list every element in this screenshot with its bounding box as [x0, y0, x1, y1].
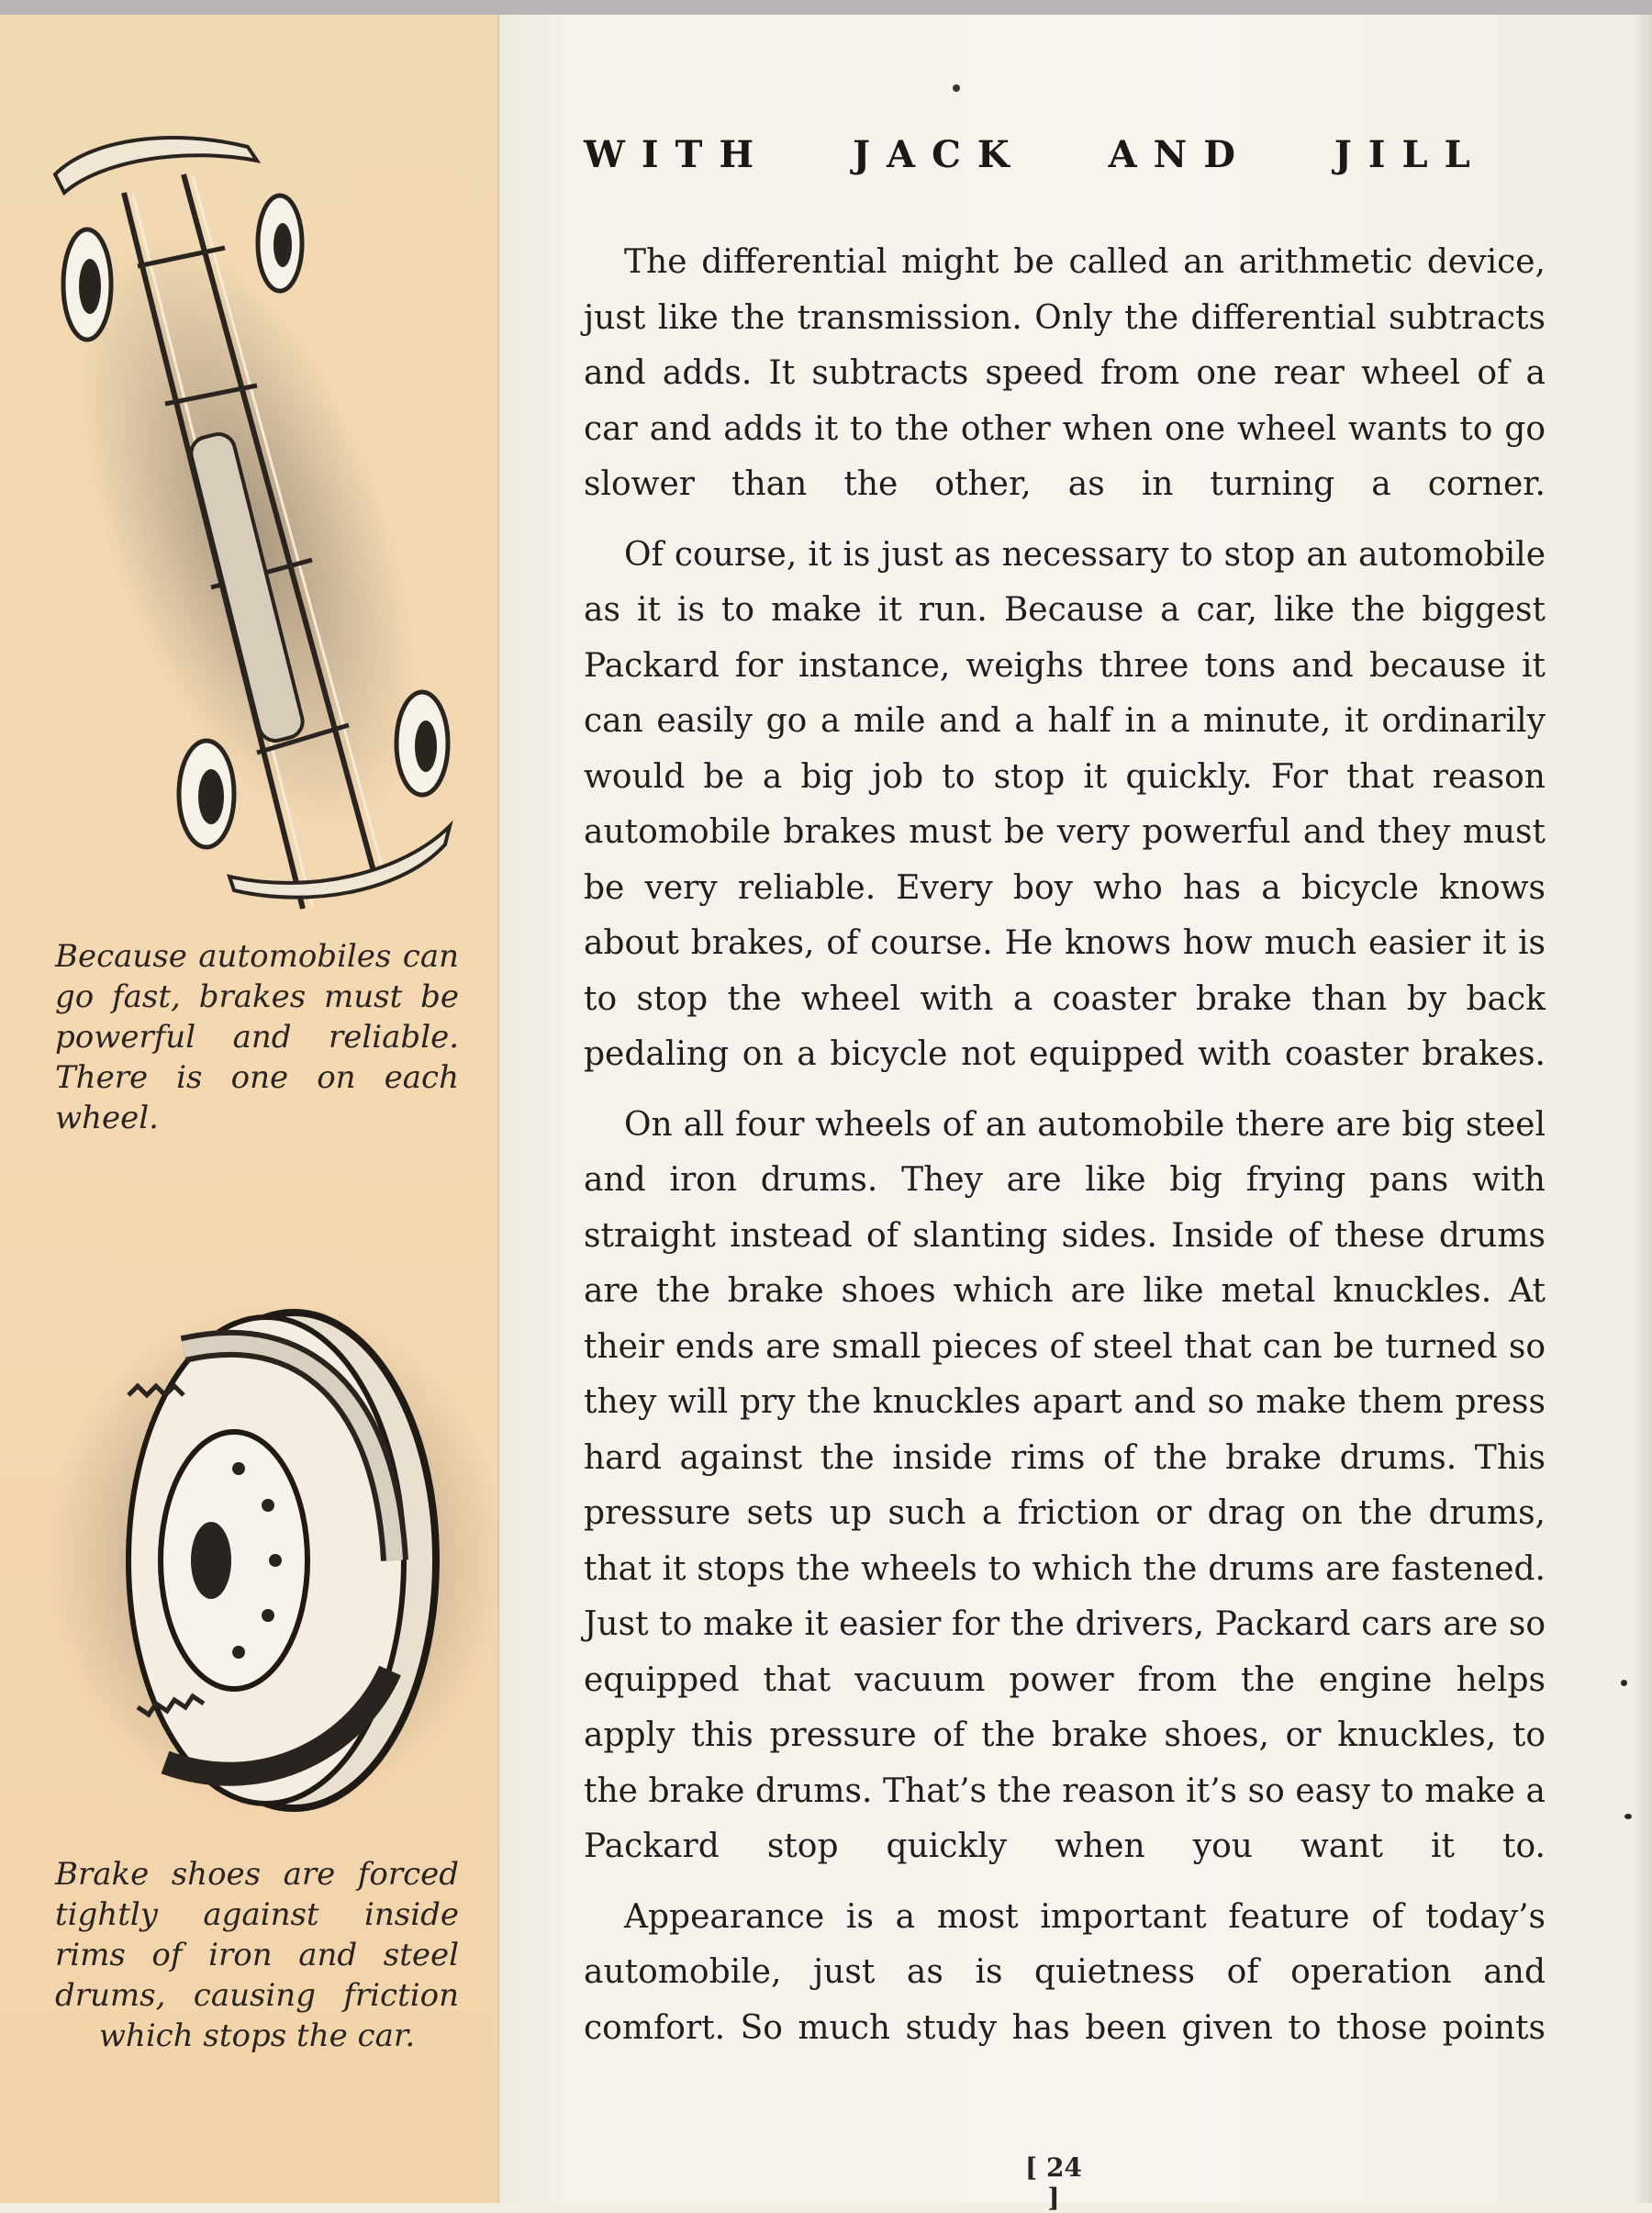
margin-mark	[1621, 1680, 1627, 1686]
body-text	[584, 235, 1546, 2071]
page-edge-shadow	[1634, 15, 1652, 2203]
caption-brake-shoes: Brake shoes are forced tightly against inside rims of iron and steel drums, causing friction which stops the car.	[55, 1856, 459, 2054]
paragraph-differential: The differential might be called an arithmetic device, just like the transmission. Only the differential subtracts and adds. It subtracts speed from one rear wheel of a car and adds it to the other when one wheel wants to go slower than the other, as in turning a corner.	[584, 243, 1546, 503]
paragraph-drums: On all four wheels of an automobile there are big steel and iron drums. They are like big frying pans with straight instead of slanting sides. Inside of these drums are the brake shoes which are like metal knuckles. At their ends are small pieces of steel that can be turned so they will pry the knuckles apart and so make them press hard against the inside rims of the brake drums. This pressure sets up such a friction or drag on the drums, that it stops the wheels to which the drums are fastened. Just to make it easier for the drivers, Packard cars are so equipped that vacuum power from the engine helps apply this pressure of the brake shoes, or knuckles, to the brake drums. That’s the reason it’s so easy to make a Packard stop quickly when you want it to.	[584, 1105, 1546, 1865]
chassis-illustration-icon	[37, 110, 468, 918]
running-head: WITH JACK AND JILL	[584, 133, 1487, 176]
page-number: [ 24 ]	[1025, 2152, 1082, 2213]
top-edge-band	[0, 0, 1652, 15]
margin-mark	[1624, 1814, 1632, 1819]
paragraph-brakes: Of course, it is just as necessary to stop an automobile as it is to make it run. Because a car, like the biggest Packard for instance, weighs three tons and because it can easily go a mile and a half in a minute, it ordinarily would be a big job to stop it quickly. For that reason automobile brakes must be very powerful and they must be very reliable. Every boy who has a bicycle knows about brakes, of course. He knows how much easier it is to stop the wheel with a coaster brake than by back pedaling on a bicycle not equipped with coaster brakes.	[584, 535, 1546, 1073]
caption-chassis: Because automobiles can go fast, brakes must be powerful and reliable. There is one on each wheel.	[55, 938, 459, 1136]
brake-drum-illustration-icon	[28, 1285, 505, 1836]
paragraph-appearance: Appearance is a most important feature of today’s automobile, just as is quietness of operation and comfort. So much study has been given to those points	[584, 1897, 1546, 2047]
printer-dot	[953, 84, 960, 92]
